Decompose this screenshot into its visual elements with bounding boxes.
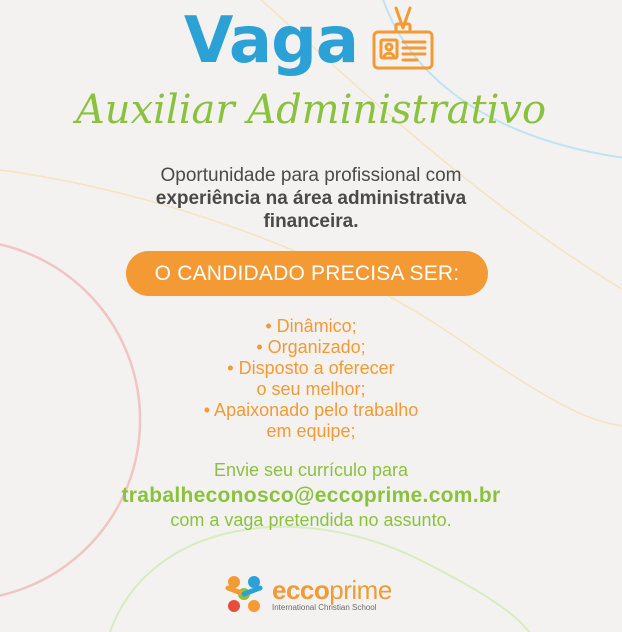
- logo-tagline: International Christian School: [272, 602, 377, 612]
- cta-line: com a vaga pretendida no assunto.: [170, 510, 452, 530]
- list-item: • Organizado;: [256, 337, 366, 357]
- email-link[interactable]: trabalheconosco@eccoprime.com.br: [121, 484, 501, 507]
- logo-text: [272, 574, 392, 612]
- requirements-heading-pill: O CANDIDADO PRECISA SER:: [126, 251, 488, 296]
- list-item: • Disposto a oferecer o seu melhor;: [227, 358, 395, 399]
- list-item: • Dinâmico;: [265, 316, 357, 336]
- intro-line-bold: financeira.: [263, 211, 359, 232]
- call-to-action: [0, 458, 622, 533]
- intro-line-bold: experiência na área administrativa: [155, 188, 467, 209]
- logo-name: [272, 574, 392, 605]
- eccoprime-logo-icon: [222, 572, 266, 616]
- title-row: [0, 4, 622, 78]
- intro-line: Oportunidade para profissional com: [160, 165, 462, 186]
- intro-text: [0, 164, 622, 233]
- cta-line: Envie seu currículo para: [213, 460, 409, 480]
- logo-name-rest: prime: [329, 574, 392, 605]
- id-badge-icon: [368, 4, 438, 74]
- page-title: Vaga: [183, 4, 359, 78]
- logo-name-bold: ecco: [272, 574, 330, 605]
- list-item: • Apaixonado pelo trabalho em equipe;: [203, 400, 419, 441]
- requirements-list: [0, 316, 622, 442]
- job-subtitle: Auxiliar Administrativo: [75, 87, 547, 133]
- eccoprime-logo: [222, 572, 392, 616]
